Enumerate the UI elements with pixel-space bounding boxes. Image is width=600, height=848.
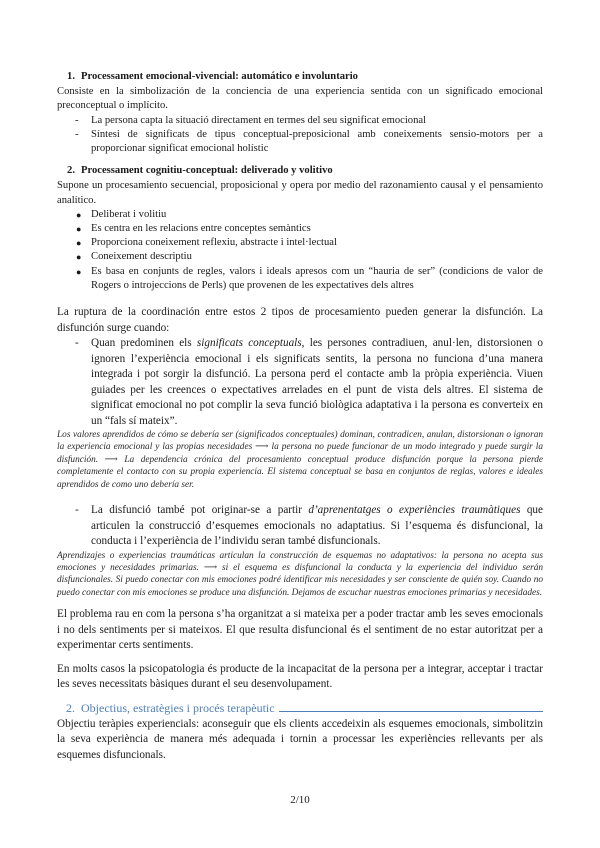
bullet-list [57, 114, 543, 157]
list-item [57, 250, 543, 264]
text-run: que articulen la construcció d’esquemes emocionals no adaptatius. Si l’esquema és disfuncional, la conducta i l’experiència de l’individu seran també disfuncionals. [91, 504, 543, 548]
list-item-text: Proporciona coneixement reflexiu, abstracte i intel·lectual [91, 237, 337, 249]
list-item [57, 265, 543, 293]
emphasis: significats conceptuals [196, 337, 302, 350]
text-run: La disfunció també pot originar-se a partir [91, 504, 309, 517]
italic-note: Los valores aprendidos de cómo se debería ser (significados conceptuales) dominan, contradicen, anulan, distorsionan o ignoran la experiencia emocional y las propias necesidades ⟶ la persona no puede funcionar de un modo integrado y puede surgir la disfunción. ⟶ La dependencia crónica del procesamiento conceptual produce disfunción porque la persona pierde completamente el contacto con su propia experiencia. El sistema conceptual se basa en conjuntos de reglas, valores e ideales aprendidos de como uno debería ser. [57, 430, 543, 490]
paragraph: El problema rau en com la persona s’ha organitzat a si mateixa per a poder tractar amb les seves emocionals i no dels sentiments per si mateixos. El que resulta disfuncional és el sentiment de no estar autoritzat per a experimentar certs sentiments. [57, 608, 543, 652]
italic-note: Aprendizajes o experiencias traumáticas articulan la construcción de esquemas no adaptativos: la persona no acepta sus emociones y necesidades primarias. ⟶ si el esquema es disfuncional la conducta y la experiencia del individuo serán disfuncionales. Si puedo conectar con mis emociones podré identificar mis necesidades y ser consciente de quién soy. Cuando no puedo conectar con mis emociones se produce una disfunción. Dejamos de escuchar nuestras emociones primarias y necesidades. [57, 550, 543, 598]
paragraph: Objectiu teràpies experiencials: aconseguir que els clients accedeixin als esquemes emocionals, simbolitzin la seva experiència de manera més adequada i tornin a processar les experiències rellevants per als esquemes disfuncionals. [57, 717, 543, 761]
list-item [57, 222, 543, 236]
list-item [57, 114, 543, 128]
heading-title: Processament cognitiu-conceptual: deliverado y volitivo [81, 165, 333, 177]
bullet-dot-icon: ● [76, 224, 82, 235]
dash-marker: - [75, 337, 79, 350]
list-item-text: Es basa en conjunts de regles, valors i ideals apresos com un “hauria de ser” (condicions de valor de Rogers o introjeccions de Perls) que provenen de les expectatives dels altres [91, 265, 543, 291]
list-item [57, 503, 543, 550]
section-title: Objectius, estratègies i procés terapèutic [81, 700, 275, 715]
section-number: 2. [66, 700, 75, 715]
dash-marker: - [75, 128, 79, 140]
list-item [57, 236, 543, 250]
dash-marker: - [75, 114, 79, 126]
list-item [57, 208, 543, 222]
list-item-text: Es centra en les relacions entre conceptes semàntics [91, 223, 311, 235]
bullet-list [57, 336, 543, 429]
bullet-dot-icon: ● [76, 252, 82, 263]
section-heading [57, 701, 543, 715]
list-item-text: Deliberat i volitiu [91, 208, 167, 220]
text-run: , les persones contradiuen, anul·len, distorsionen o ignoren l’experiència emocional i els significats sentits, la persona no funciona d’una manera integrada i pot sorgir la disfunció. La persona perd el contacte amb la pròpia experiència. Viuen guiades per les creences o expectatives arrelades en el punt de vista dels altres. El sistema de significat emocional no pot complir la seva funció biològica adaptativa i la persona es converteix en un “fals sí mateix”. [91, 337, 543, 427]
heading-underline [279, 711, 543, 712]
bullet-dot-icon: ● [76, 266, 82, 277]
bullet-dot-icon: ● [76, 238, 82, 249]
list-item-text: Síntesi de significats de tipus conceptual-preposicional amb coneixements sensio-motors per a proporcionar significat emocional holístic [91, 128, 543, 155]
list-item-text: Coneixement descriptiu [91, 251, 192, 263]
heading-cognitive-processing [57, 164, 543, 178]
heading-title: Processament emocional-vivencial: automático e involuntario [81, 71, 358, 82]
paragraph: En molts casos la psicopatologia és producte de la incapacitat de la persona per a integrar, acceptar i tractar les seves necessitats bàsiques durant el seu desenvolupament. [57, 662, 543, 691]
heading-number: 1. [67, 71, 75, 82]
list-item-text: La persona capta la situació directament en termes del seu significat emocional [91, 114, 427, 126]
page-number: 2/10 [290, 794, 310, 806]
emphasis: d’aprenentatges o experiències traumàtiques [308, 504, 521, 517]
list-item [57, 336, 543, 429]
heading-emotional-processing [57, 70, 543, 84]
heading-number: 2. [67, 165, 75, 177]
paragraph: Supone un procesamiento secuencial, proposicional y opera por medio del razonamiento causal y el pensamiento analítico. [57, 180, 543, 206]
list-item [57, 128, 543, 156]
paragraph: La ruptura de la coordinación entre estos 2 tipos de procesamiento pueden generar la disfunción. La disfunción surge cuando: [57, 306, 543, 334]
dash-marker: - [75, 504, 79, 517]
bullet-dot-icon: ● [76, 209, 82, 220]
bullet-list [57, 503, 543, 550]
text-run: Quan predominen els [91, 337, 197, 350]
paragraph: Consiste en la simbolización de la conciencia de una experiencia sentida con un significado emocional preconceptual o implícito. [57, 86, 543, 112]
bullet-list [57, 208, 543, 293]
document-page [57, 70, 543, 763]
